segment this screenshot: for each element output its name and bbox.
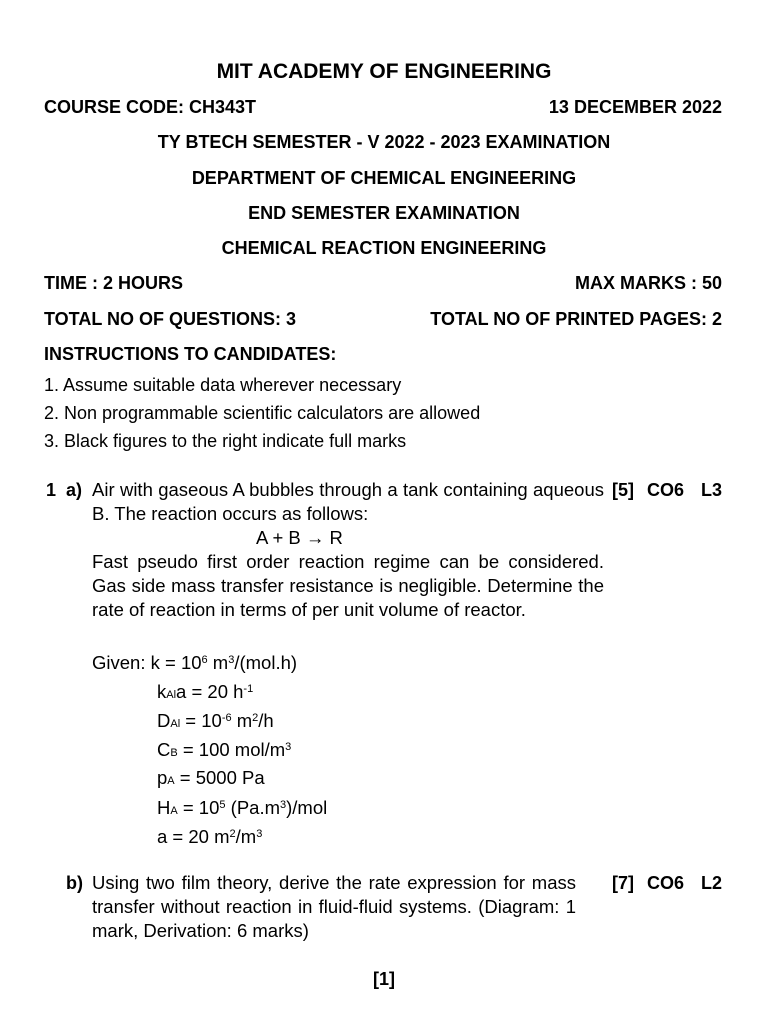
- given-kal: $k_{Al}a = 20$ $h^{-1}$: [157, 681, 254, 702]
- max-marks: MAX MARKS : 50: [574, 273, 722, 293]
- blooms-level: L3: [701, 480, 723, 500]
- instruction-item: 2. Non programmable scientific calculators are allowed: [44, 403, 481, 423]
- question-marks: [5]: [612, 480, 634, 500]
- semester-line: TY BTECH SEMESTER - V 2022 - 2023 EXAMINATION: [157, 132, 611, 152]
- course-code: COURSE CODE: CH343T: [44, 97, 257, 117]
- instruction-item: 3. Black figures to the right indicate full marks: [44, 431, 407, 451]
- given-ha: $H_A = 10^5$ $(Pa.m^3)$/mol: [157, 797, 328, 818]
- given-dal: $D_{Al} = 10^{-6}$ $m^2/h$: [157, 710, 274, 731]
- exam-date: 13 DECEMBER 2022: [548, 97, 722, 117]
- exam-type-line: END SEMESTER EXAMINATION: [248, 203, 520, 223]
- page-number: [1]: [373, 969, 395, 989]
- question-marks: [7]: [612, 873, 634, 893]
- question-1a-text: Air with gaseous A bubbles through a tank containing aqueous B. The reaction occurs as follows:: [92, 479, 604, 524]
- subject-line: CHEMICAL REACTION ENGINEERING: [221, 238, 547, 258]
- question-number: 1: [46, 480, 57, 500]
- instruction-item: 1. Assume suitable data wherever necessary: [44, 375, 402, 395]
- question-part-label: b): [66, 873, 83, 893]
- given-cb: $C_B = 100$ mol/$m^3$: [157, 739, 292, 760]
- blooms-level: L2: [701, 873, 723, 893]
- department-line: DEPARTMENT OF CHEMICAL ENGINEERING: [191, 168, 577, 188]
- question-part-label: a): [66, 480, 83, 500]
- given-pa: $p_A = 5000$ Pa: [157, 767, 265, 788]
- total-questions: TOTAL NO OF QUESTIONS: 3: [44, 309, 297, 329]
- course-outcome: CO6: [647, 873, 685, 893]
- reaction-equation: A + B → R: [256, 527, 343, 548]
- exam-time: TIME : 2 HOURS: [44, 273, 184, 293]
- instructions-heading: INSTRUCTIONS TO CANDIDATES:: [44, 344, 337, 364]
- question-1a-text-cont: Fast pseudo first order reaction regime can be considered. Gas side mass transfer resistance is negligible. Determine the rate of reaction in terms of per unit volume of reactor.: [92, 551, 604, 620]
- question-1b-text: Using two film theory, derive the rate expression for mass transfer without reaction in fluid-fluid systems. (Diagram: 1 mark, Derivation: 6 marks): [92, 872, 576, 941]
- institute-title: MIT ACADEMY OF ENGINEERING: [216, 60, 552, 83]
- course-outcome: CO6: [647, 480, 685, 500]
- given-a: a = 20 $m^2/m^3$: [157, 826, 263, 847]
- given-k: Given: $k = 10^6$ $m^3/(mol.h)$: [92, 652, 298, 673]
- total-pages: TOTAL NO OF PRINTED PAGES: 2: [430, 309, 722, 329]
